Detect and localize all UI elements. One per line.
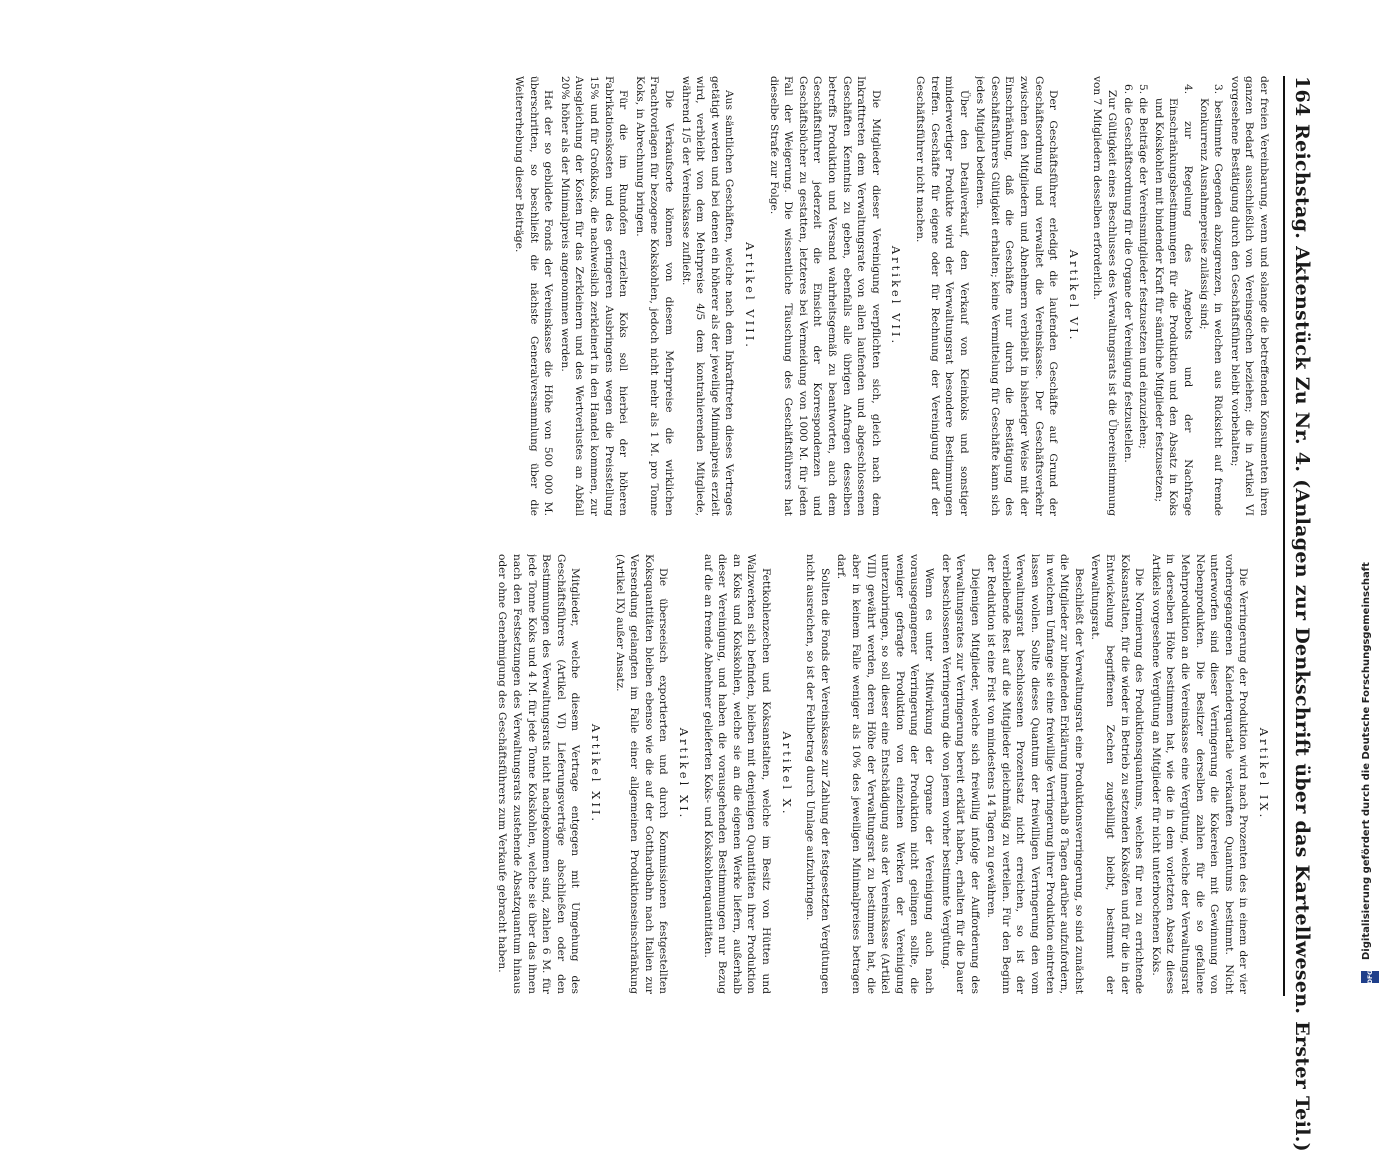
paragraph: Die Normierung des Produktionsquantums, welches für neu zu errichtende Koksanstalten, für die wieder in Betrieb zu setzenden Koksöfen und für die in der Entwickelung begriffenen Zechen zugebilligt bleibt, bestimmt der Verwaltungsrat. [1089,554,1146,994]
paragraph: Diejenigen Mitglieder, welche sich freiwillig infolge der Aufforderung des Verwaltungsrates zur Verringerung bereit erklärt haben, erhalten für die Dauer der beschlossenen Verringerung die von jenem vorher bestimmte Vergütung. [939,554,981,994]
page-number: 164 [1291,76,1313,117]
watermark-text: Digitalisierung gefördert durch die Deutsche Forschungsgemeinschaft [1361,562,1372,960]
paragraph: Der Geschäftsführer erledigt die laufenden Geschäfte auf Grund der Geschäftsordnung und verwaltet die Vereinskasse. Der Geschäftsverkehr zwischen den Mitgliedern und Abnehmern verbleibt in bisheriger Weise mit der Einschränkung, daß die Geschäfte nur durch die Bestätigung des Geschäftsführers Gültigkeit erhalten; keine Vermittelung für Geschäfte kann sich jedes Mitglied bedienen. [974,76,1060,516]
list-item: 3. bestimmte Gegenden abzugrenzen, in welchen aus Rücksicht auf fremde Konkurrenz Ausnahmepreise zulässig sind; [1197,84,1225,516]
paragraph: Die Verringerung der Produktion wird nach Prozenten des in einem der vier vorhergegangenen Kalenderquartale verkauften Quantums bestimmt. Nicht unterworfen sind dieser Verringerung die Kokereien mit Gewinnung von Nebenprodukten. Die Besitzer derselben zahlen für die so gefallene Mehrproduktion an die Vereinskasse eine Vergütung, welche der Verwaltungsrat in derselben Höhe bestimmen hat, wie die in dem vorletzten Absatz dieses Artikels vorgesehene Vergütung an Mitglieder für nicht unterbrochenen Koks. [1149,554,1250,994]
paragraph: Fettkohlenzechen und Koksanstalten, welche im Besitz von Hütten und Walzwerken sich befinden, bleiben mit denjenigen Quantitäten ihrer Produktion an Koks und Kokskohlen, welche sie an die eigenen Werke liefern, außerhalb dieser Vereinigung, und haben die vorausgehenden Bestimmungen nur Bezug auf die an fremde Abnehmer gelieferten Koks- und Kokskohlenquantitäten. [701,554,772,994]
list-item: 5. die Beiträge der Vereinsmitglieder festzusetzen und einzuziehen; [1137,84,1150,449]
section-heading: Artikel X. [779,731,794,817]
paragraph: Aus sämtlichen Geschäften, welche nach dem Inkrafttreten dieses Vertrages getätigt werden und bei denen ein höherer als der jeweilige Minimalpreis erzielt wird, verbleibt von dem Mehrpreise 4/5 dem kontrahierenden Mitgliede, während 1/5 der Vereinskasse zufließt. [679,76,736,516]
paragraph: der freien Vereinbarung, wenn und solange die betreffenden Konsumenten ihren ganzen Bedarf ausschließlich von Vereinsgechen beziehen; die in Artikel VI vorgesehene Bestätigung durch den Geschäftsführer bleibt vorbehalten; [1228,76,1270,516]
paragraph: Für die im Rundofen erzielten Koks soll hierbei der höheren Fabrikationskosten und des geringeren Ausbringens wegen die Preisstellung 15% und für Großkoks, die nachweislich zerkleinert in den Handel kommen, zur Ausgleichung der Kosten für das Zerkleinern und des Wertverlustes an Abfall 20% höher als der Minimalpreis angenommen werden. [558,76,630,516]
paragraph: Sollten die Fonds der Vereinskasse zur Zahlung der festgesetzten Vergütungen nicht ausreichen, so ist der Fehlbetrag durch Umlage aufzubringen. [804,554,831,994]
section-heading: Artikel XI. [677,727,692,821]
paragraph: Die Mitglieder dieser Vereinigung verpflichten sich, gleich nach dem Inkrafttreten dem Verwaltungsrate von allen laufenden und abgeschlossenen Geschäften Kenntnis zu geben, ebenfalls alle übrigen Anfragen desselben betreffs Produktion und Versand wahrheitsgemäß zu beantworten, auch dem Geschäftsführer jederzeit die Einsicht der Korrespondenzen und Geschäftsbücher zu gestatten, letzteres bei Vermeidung von 1000 M. für jeden Fall der Weigerung. Die wissentliche Täuschung des Geschäftsführers hat dieselbe Strafe zur Folge. [767,76,882,516]
list-item: 4. zur Regelung des Angebots und der Nachfrage Einschränkungsbestimmungen für die Produktion und den Absatz in Koks und Kokskohlen mit bindender Kraft für sämtliche Mitglieder festzusetzen; [1152,84,1195,516]
page-header [1283,76,1317,1152]
funding-watermark [1361,382,1372,982]
paragraph: Wenn es unter Mitwirkung der Organe der Vereinigung auch nach vorausgegangener Verringerung der Produktion nicht gelingen sollte, die weniger gefragte Produktion von einzelnen Werken der Vereinigung unterzubringen, so soll dieser eine Entschädigung aus der Vereinskasse (Artikel VIII) gewährt werden, deren Höhe der Verwaltungsrat zu bestimmen hat, die aber in keinem Falle weniger als 10% des jeweiligen Minimalpreises betragen darf. [835,554,935,994]
left-column [91,76,1271,516]
dfg-logo: DFG [1361,971,1379,983]
paragraph: Über den Detailverkauf, den Verkauf von Kleinkoks und sonstiger minderwertiger Produkte wird der Verwaltungsrat besondere Bestimmungen treffen. Geschäfte für eigene oder für Rechnung der Vereinigung darf der Geschäftsführer nicht machen. [913,76,970,516]
list-item: 6. die Geschäftsordnung für die Organe der Vereinigung festzustellen. [1121,84,1134,463]
header-rule [1283,76,1285,996]
page-title: Reichstag. Aktenstück Zu Nr. 4. (Anlagen zur Denkschrift über das Kartellwesen. Erster Teil.) [1291,124,1313,1152]
paragraph: Mitglieder, welche diesem Vertrage entgegen mit Umgehung des Geschäftsführers (Artikel VI) Lieferungsverträge abschließen oder den Bestimmungen des Verwaltungsrats nicht nachgekommen sind, zahlen 6 M. für jede Tonne Koks und 4 M. für jede Tonne Kokskohlen, welche sie über das ihnen nach den Festsetzungen des Verwaltungsrats zustehende Absatzquantum hinaus oder ohne Genehmigung des Geschäftsführers zum Verkaufe gebracht haben. [496,554,582,994]
document-page [77,76,1317,1152]
paragraph: Zur Gültigkeit eines Beschlusses des Verwaltungsrats ist die Übereinstimmung von 7 Mitgliedern desselben erforderlich. [1091,76,1119,516]
section-heading: Artikel IX. [1257,727,1271,821]
paragraph: Die Verkaufsorte können von diesem Mehrpreise die wirklichen Frachtvorlagen für bezogene Kokskohlen, jedoch nicht mehr als 1 M. pro Tonne Koks, in Abrechnung bringen. [633,76,676,516]
section-heading: Artikel XII. [589,723,604,825]
paragraph: Die überseeisch exportierten und durch Kommissionen festgestellten Koksquantitäten bleiben ebenso wie die auf der Gotthardbahn nach Italien zur Versendung gelangten im Falle einer allgemeinen Produktionseinschränkung (Artikel IX) außer Ansatz. [613,554,670,994]
section-heading: Artikel VII. [889,245,904,347]
right-column [91,554,1271,994]
paragraph: Beschließt der Verwaltungsrat eine Produktionsverringerung, so sind zunächst die Mitglieder zur bindenden Erklärung innerhalb 8 Tagen darüber aufzufordern, in welchem Umfange sie eine freiwillige Verringerung ihrer Produktion eintreten lassen wollen. Sollte dieses Quantum der freiwilligen Verringerung den vom Verwaltungsrat beschlossenen Prozentsatz nicht erreichen, so ist der verbleibende Rest auf die Mitglieder gleichmäßig zu verteilen. Für den Beginn der Reduktion ist eine Frist von mindestens 14 Tagen zu gewähren. [985,554,1085,994]
section-heading: Artikel VIII. [743,242,757,350]
section-heading: Artikel VI. [1066,249,1081,343]
paragraph: Hat der so gebildete Fonds der Vereinskasse die Höhe von 500 000 M. überschritten, so beschließt die nächste Generalversammlung über die Weitererhebung dieser Beiträge. [513,76,555,516]
